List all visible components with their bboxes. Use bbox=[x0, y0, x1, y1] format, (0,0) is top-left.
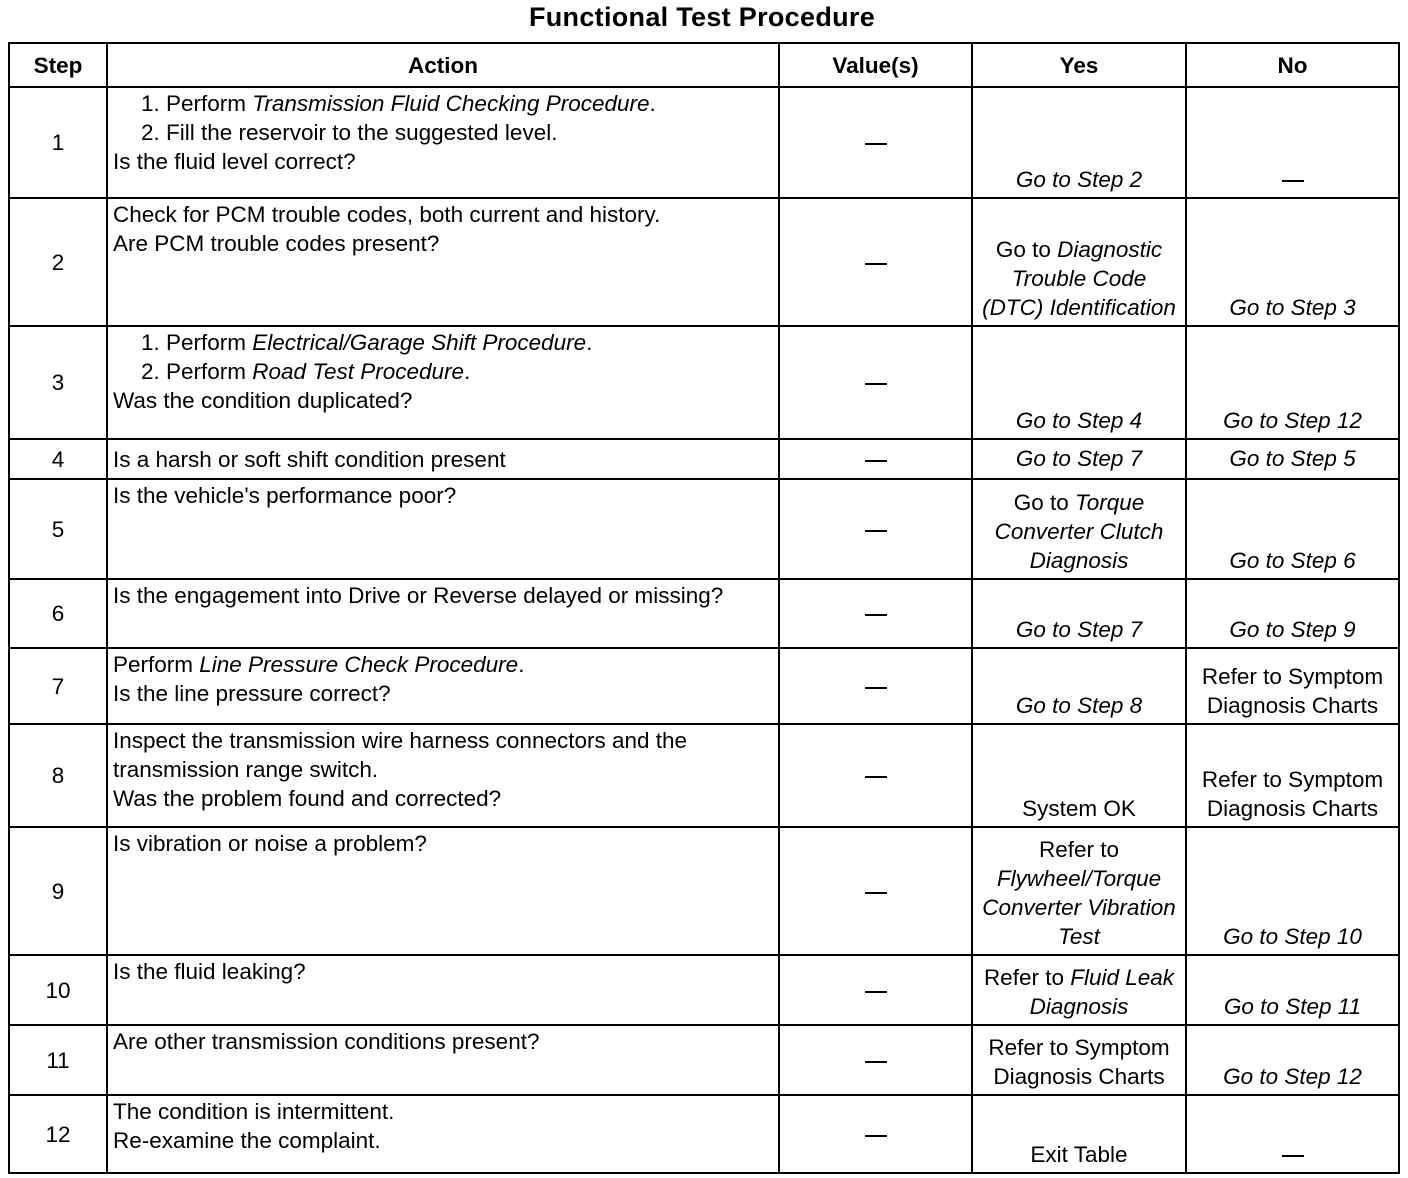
dash-mark bbox=[865, 460, 887, 462]
step-number: 4 bbox=[9, 439, 107, 479]
table-row bbox=[9, 648, 1399, 724]
action-question: Are other transmission conditions present? bbox=[113, 1029, 540, 1054]
action-item: 2. Fill the reservoir to the suggested level. bbox=[141, 120, 558, 145]
value-cell bbox=[779, 648, 972, 724]
table-row bbox=[9, 1025, 1399, 1095]
action-question: Was the problem found and corrected? bbox=[113, 786, 502, 811]
step-number: 10 bbox=[9, 955, 107, 1025]
value-cell bbox=[779, 87, 972, 198]
header-yes: Yes bbox=[972, 43, 1186, 87]
yes-cell: Go to Diagnostic Trouble Code (DTC) Identification bbox=[972, 198, 1186, 326]
action-question: Are PCM trouble codes present? bbox=[113, 231, 440, 256]
dash-mark bbox=[865, 892, 887, 894]
value-cell bbox=[779, 579, 972, 648]
header-row bbox=[9, 43, 1399, 87]
yes-cell: Go to Step 2 bbox=[972, 87, 1186, 198]
action-text: Inspect the transmission wire harness connectors and the transmission range switch. bbox=[113, 728, 688, 782]
action-text: Perform Line Pressure Check Procedure. bbox=[113, 652, 525, 677]
action-cell bbox=[107, 1025, 779, 1095]
action-cell bbox=[107, 87, 779, 198]
step-number: 9 bbox=[9, 827, 107, 955]
action-cell bbox=[107, 439, 779, 479]
action-question: Is the fluid leaking? bbox=[113, 959, 306, 984]
no-cell bbox=[1186, 87, 1399, 198]
action-cell bbox=[107, 579, 779, 648]
yes-cell: Go to Step 4 bbox=[972, 326, 1186, 439]
table-row bbox=[9, 479, 1399, 579]
value-cell bbox=[779, 1095, 972, 1173]
yes-cell: Exit Table bbox=[972, 1095, 1186, 1173]
no-cell: Go to Step 5 bbox=[1186, 439, 1399, 479]
header-step: Step bbox=[9, 43, 107, 87]
table-row bbox=[9, 198, 1399, 326]
dash-mark bbox=[865, 1135, 887, 1137]
action-question: Is a harsh or soft shift condition present bbox=[113, 446, 506, 472]
table-row bbox=[9, 439, 1399, 479]
action-item: 1. Perform Electrical/Garage Shift Procedure. bbox=[141, 330, 593, 355]
step-number: 7 bbox=[9, 648, 107, 724]
yes-cell: Go to Step 7 bbox=[972, 439, 1186, 479]
yes-cell: Refer to Fluid Leak Diagnosis bbox=[972, 955, 1186, 1025]
yes-cell: Go to Torque Converter Clutch Diagnosis bbox=[972, 479, 1186, 579]
action-text: The condition is intermittent. bbox=[113, 1099, 395, 1124]
action-cell bbox=[107, 198, 779, 326]
value-cell bbox=[779, 827, 972, 955]
value-cell bbox=[779, 326, 972, 439]
action-question: Is the vehicle's performance poor? bbox=[113, 483, 457, 508]
header-no: No bbox=[1186, 43, 1399, 87]
no-cell: Go to Step 12 bbox=[1186, 326, 1399, 439]
step-number: 5 bbox=[9, 479, 107, 579]
action-question: Is vibration or noise a problem? bbox=[113, 831, 427, 856]
dash-mark bbox=[865, 687, 887, 689]
action-cell bbox=[107, 724, 779, 827]
action-question: Was the condition duplicated? bbox=[113, 388, 413, 413]
table-row bbox=[9, 579, 1399, 648]
no-cell: Go to Step 3 bbox=[1186, 198, 1399, 326]
value-cell bbox=[779, 955, 972, 1025]
value-cell bbox=[779, 439, 972, 479]
no-cell: Go to Step 11 bbox=[1186, 955, 1399, 1025]
functional-test-table bbox=[8, 42, 1400, 1174]
no-cell: Go to Step 6 bbox=[1186, 479, 1399, 579]
action-item: 1. Perform Transmission Fluid Checking Procedure. bbox=[141, 91, 656, 116]
value-cell bbox=[779, 198, 972, 326]
dash-mark bbox=[865, 991, 887, 993]
dash-mark bbox=[865, 263, 887, 265]
header-values: Value(s) bbox=[779, 43, 972, 87]
action-item: 2. Perform Road Test Procedure. bbox=[141, 359, 471, 384]
no-cell bbox=[1186, 1095, 1399, 1173]
no-cell: Go to Step 12 bbox=[1186, 1025, 1399, 1095]
yes-cell: Refer to Flywheel/Torque Converter Vibration Test bbox=[972, 827, 1186, 955]
page-title: Functional Test Procedure bbox=[528, 2, 876, 32]
action-cell bbox=[107, 1095, 779, 1173]
step-number: 3 bbox=[9, 326, 107, 439]
table-row bbox=[9, 724, 1399, 827]
step-number: 12 bbox=[9, 1095, 107, 1173]
value-cell bbox=[779, 724, 972, 827]
action-question: Is the line pressure correct? bbox=[113, 681, 391, 706]
no-cell: Go to Step 10 bbox=[1186, 827, 1399, 955]
dash-mark bbox=[865, 614, 887, 616]
no-dash bbox=[1282, 180, 1304, 182]
action-cell bbox=[107, 827, 779, 955]
no-cell: Go to Step 9 bbox=[1186, 579, 1399, 648]
step-number: 11 bbox=[9, 1025, 107, 1095]
yes-cell: Go to Step 7 bbox=[972, 579, 1186, 648]
table-row bbox=[9, 1095, 1399, 1173]
yes-cell: Go to Step 8 bbox=[972, 648, 1186, 724]
action-cell bbox=[107, 479, 779, 579]
dash-mark bbox=[865, 143, 887, 145]
table-row bbox=[9, 827, 1399, 955]
step-number: 8 bbox=[9, 724, 107, 827]
value-cell bbox=[779, 1025, 972, 1095]
step-number: 6 bbox=[9, 579, 107, 648]
dash-mark bbox=[865, 383, 887, 385]
dash-mark bbox=[865, 776, 887, 778]
action-cell bbox=[107, 955, 779, 1025]
action-question: Re-examine the complaint. bbox=[113, 1128, 381, 1153]
table-row bbox=[9, 87, 1399, 198]
action-question: Is the fluid level correct? bbox=[113, 149, 356, 174]
step-number: 1 bbox=[9, 87, 107, 198]
action-cell bbox=[107, 648, 779, 724]
action-question: Is the engagement into Drive or Reverse delayed or missing? bbox=[113, 583, 724, 608]
no-cell: Refer to Symptom Diagnosis Charts bbox=[1186, 648, 1399, 724]
yes-cell: Refer to Symptom Diagnosis Charts bbox=[972, 1025, 1186, 1095]
dash-mark bbox=[865, 530, 887, 532]
value-cell bbox=[779, 479, 972, 579]
action-cell bbox=[107, 326, 779, 439]
step-number: 2 bbox=[9, 198, 107, 326]
table-row bbox=[9, 326, 1399, 439]
table-row bbox=[9, 955, 1399, 1025]
header-action: Action bbox=[107, 43, 779, 87]
yes-cell: System OK bbox=[972, 724, 1186, 827]
no-cell: Refer to Symptom Diagnosis Charts bbox=[1186, 724, 1399, 827]
no-dash bbox=[1282, 1155, 1304, 1157]
action-text: Check for PCM trouble codes, both current and history. bbox=[113, 202, 661, 227]
dash-mark bbox=[865, 1061, 887, 1063]
